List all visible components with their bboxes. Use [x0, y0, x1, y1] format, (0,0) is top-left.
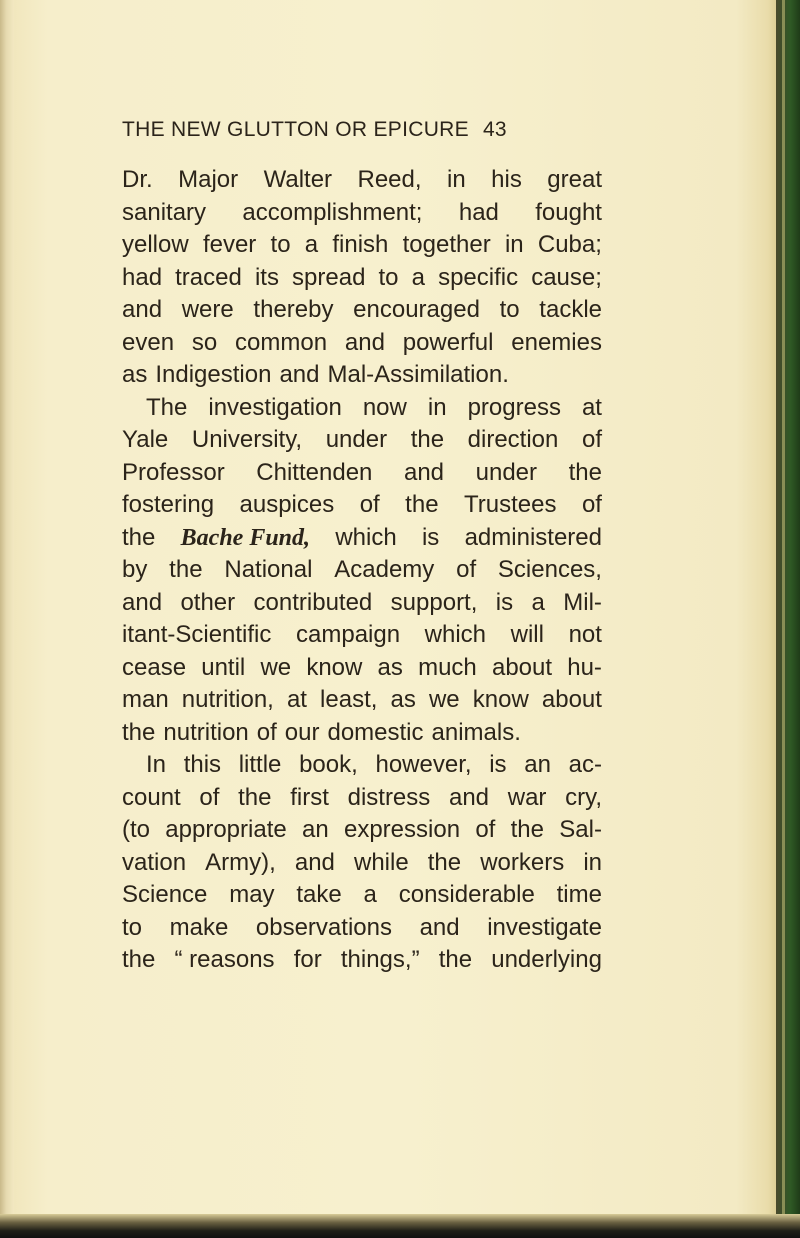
word: had [458, 198, 499, 226]
text-line [122, 717, 602, 750]
text-line [122, 587, 602, 620]
word: of [256, 718, 277, 746]
word: by [122, 556, 148, 583]
word: to [378, 263, 399, 291]
text-line [122, 782, 602, 815]
word: considerable [398, 881, 535, 908]
word: and [122, 296, 163, 323]
word: other [180, 588, 236, 616]
page-gutter-edge [0, 0, 14, 1238]
word: things,” [340, 946, 420, 973]
word: the [405, 491, 439, 518]
word: this [183, 751, 222, 778]
text-line [122, 684, 602, 717]
word: itant-Scientific [122, 621, 272, 648]
word: common [235, 328, 328, 356]
word: and [344, 328, 385, 356]
word: of [359, 491, 380, 518]
word: about [491, 653, 553, 681]
text-line [122, 392, 602, 425]
word: cry, [565, 783, 602, 811]
word: to [122, 913, 143, 941]
text-line [122, 814, 602, 847]
word: and [122, 588, 163, 616]
word: campaign [296, 621, 401, 648]
word: while [353, 848, 409, 876]
word: war [507, 783, 547, 811]
word: and [294, 848, 335, 876]
word: the [510, 816, 544, 843]
word: direction [467, 426, 559, 453]
word: Cuba; [537, 231, 602, 258]
word: enemies [511, 328, 602, 356]
word: a [304, 231, 319, 258]
word: in [583, 848, 602, 876]
word: the [568, 458, 602, 486]
word: encouraged [353, 296, 480, 323]
word: even [122, 328, 175, 356]
word: a [363, 881, 377, 908]
word: is [495, 588, 514, 616]
page-bottom-edge [0, 1214, 800, 1238]
word: the [122, 523, 156, 551]
word: may [229, 881, 275, 908]
word: spread [292, 263, 366, 291]
word: a [411, 263, 425, 291]
word: which [424, 621, 487, 648]
word: time [556, 881, 602, 908]
word: to [270, 231, 291, 258]
word: at [286, 686, 307, 713]
body-text [122, 164, 602, 977]
word: until [201, 653, 246, 681]
word: and [448, 783, 490, 811]
text-line [122, 229, 602, 262]
word: cause; [531, 263, 602, 291]
word: as [390, 686, 416, 713]
word: now [362, 393, 407, 421]
word: progress [467, 393, 561, 421]
word: investigate [487, 913, 602, 941]
word: know [306, 653, 363, 681]
word: the [122, 946, 156, 973]
word: in [447, 166, 466, 193]
word: contributed [253, 588, 373, 616]
page-number: 43 [482, 118, 507, 141]
word: Professor [122, 458, 225, 486]
word: Sal- [559, 816, 602, 843]
word: Major [178, 166, 239, 193]
text-line [122, 164, 602, 197]
word: as [377, 653, 403, 681]
word: the [427, 848, 462, 876]
word: about [541, 686, 602, 713]
word: Reed, [357, 166, 422, 193]
word: expression [343, 816, 461, 843]
word: so [191, 328, 218, 356]
word: the [169, 556, 203, 583]
word: powerful [402, 328, 494, 356]
word: support, [390, 588, 478, 616]
text-line [122, 944, 602, 977]
word: distress [347, 783, 431, 811]
word: of [456, 556, 477, 583]
word: an [302, 816, 329, 843]
word: of [199, 783, 220, 811]
word: accomplishment; [242, 198, 423, 226]
word: had [122, 263, 163, 291]
word: National [224, 556, 313, 583]
text-line [122, 359, 602, 392]
word: the [122, 718, 156, 746]
word: in [427, 393, 447, 421]
word: fever [202, 231, 257, 258]
word: his [491, 166, 522, 193]
word: is [421, 523, 440, 551]
text-line [122, 197, 602, 230]
word: workers [480, 848, 565, 876]
word: of [581, 426, 602, 453]
word: and [403, 458, 445, 486]
word: ac- [568, 751, 602, 778]
word: The [146, 393, 188, 421]
word: Mal-Assimilation. [327, 361, 509, 388]
text-line [122, 847, 602, 880]
word: specific [438, 263, 519, 291]
text-line [122, 457, 602, 490]
word: not [568, 621, 602, 648]
word: and [419, 913, 460, 941]
word: tackle [539, 296, 602, 323]
text-line [122, 912, 602, 945]
word: nutrition, [181, 686, 274, 713]
word: sanitary [122, 198, 207, 226]
word: nutrition [163, 718, 249, 746]
text-line [122, 879, 602, 912]
word: take [296, 881, 342, 908]
word: vation [122, 848, 187, 876]
word: make [169, 913, 229, 941]
text-line [122, 619, 602, 652]
word: Chittenden [256, 458, 373, 486]
text-line [122, 327, 602, 360]
word: yellow [122, 231, 189, 258]
word: least, [320, 686, 378, 713]
word: count [122, 783, 181, 811]
word: is [489, 751, 507, 778]
word: for [293, 946, 322, 973]
word: observations [255, 913, 392, 941]
word: in [504, 231, 524, 258]
word: as [122, 361, 148, 388]
text-line [122, 652, 602, 685]
word: traced [175, 263, 242, 291]
word: cease [122, 653, 187, 681]
word: of [475, 816, 496, 843]
word: fought [535, 198, 602, 226]
word: to [499, 296, 520, 323]
word: the [438, 946, 473, 973]
word: (to [122, 816, 151, 843]
text-line [122, 424, 602, 457]
word: finish [332, 231, 389, 258]
text-line [122, 489, 602, 522]
word: we [260, 653, 292, 681]
text-line [122, 262, 602, 295]
word: Yale [122, 426, 169, 453]
word: Academy [334, 556, 435, 583]
word: know [472, 686, 529, 713]
word: under [325, 426, 388, 453]
word: Science [122, 881, 208, 908]
word: little [238, 751, 282, 778]
cover-edge-stripe [782, 0, 785, 1238]
word: underlying [491, 946, 602, 973]
word: Sciences, [497, 556, 602, 583]
word: a [531, 588, 545, 616]
word: our [284, 718, 320, 746]
word: first [290, 783, 329, 811]
word: animals. [431, 718, 521, 746]
book-cover-edge [776, 0, 800, 1238]
word: were [181, 296, 234, 323]
word: at [581, 393, 602, 421]
text-line [122, 522, 602, 555]
text-line [122, 294, 602, 327]
word: an [524, 751, 551, 778]
word: great [547, 166, 602, 193]
word: together [402, 231, 491, 258]
word: hu- [567, 653, 602, 681]
word: will [510, 621, 544, 648]
word: much [418, 653, 477, 681]
word: we [428, 686, 460, 713]
word: Trustees [464, 491, 557, 518]
word: however, [375, 751, 472, 778]
word: domestic [327, 718, 424, 746]
running-header [122, 118, 602, 142]
word: man [122, 686, 169, 713]
word: appropriate [165, 816, 287, 843]
word: which [335, 523, 397, 551]
italic-word: Bache Fund, [180, 524, 311, 551]
text-line [122, 749, 602, 782]
word: fostering [122, 491, 215, 518]
word: thereby [253, 296, 334, 323]
word: and [279, 361, 320, 388]
word: Dr. [122, 166, 153, 193]
word: Walter [263, 166, 333, 193]
running-head-title: THE NEW GLUTTON OR EPICURE [122, 118, 469, 141]
word: investigation [208, 393, 342, 421]
word: “ reasons [174, 946, 275, 973]
word: In [146, 751, 167, 778]
word: Mil- [563, 588, 602, 616]
word: of [581, 491, 602, 518]
word: Indigestion [155, 361, 272, 388]
word: University, [191, 426, 303, 453]
text-line [122, 554, 602, 587]
word: book, [299, 751, 358, 778]
word: its [254, 263, 279, 291]
word: the [238, 783, 272, 811]
word: under [475, 458, 538, 486]
word: administered [464, 523, 602, 551]
word: Army), [205, 848, 276, 876]
word: auspices [239, 491, 335, 518]
word: the [410, 426, 445, 453]
